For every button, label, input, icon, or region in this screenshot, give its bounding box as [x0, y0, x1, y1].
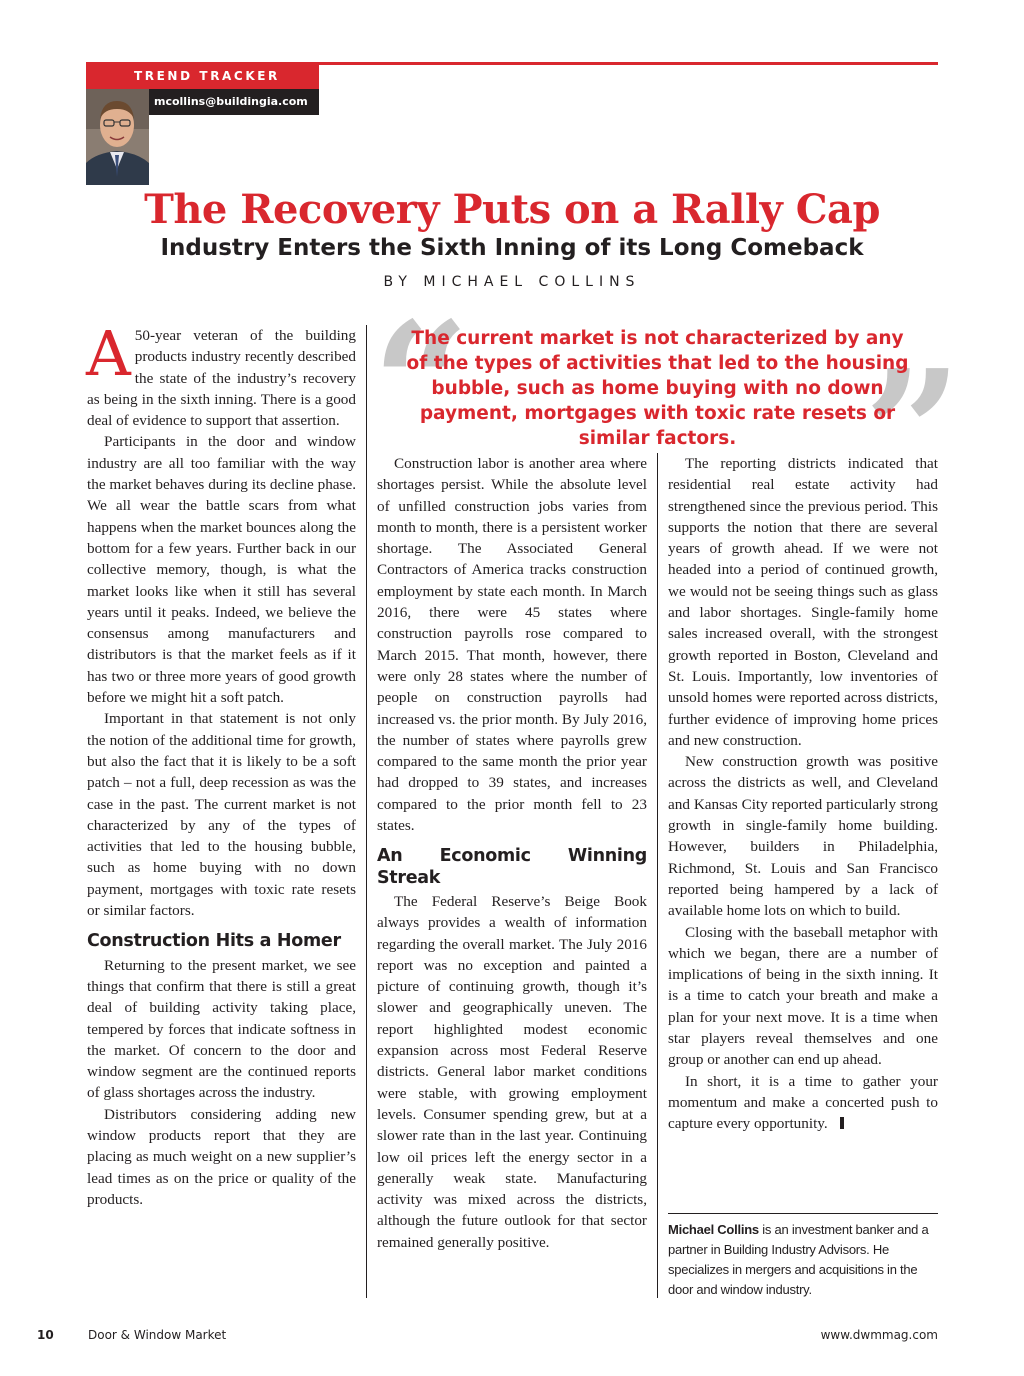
column-divider — [366, 325, 367, 1298]
author-bio — [668, 1220, 940, 1300]
byline: BY MICHAEL COLLINS — [383, 274, 641, 290]
page-number: 10 — [37, 1328, 54, 1342]
bio-name: Michael Collins — [668, 1222, 759, 1237]
article-title: The Recovery Puts on a Rally Cap — [144, 186, 880, 233]
paragraph: The Federal Reserve’s Beige Book always provides a wealth of information regarding the overall market. The July 2016 report was no exception and painted a picture of continuing growth, though it’s slower and geographically uneven. The report highlighted modest economic expansion across most Federal Reserve districts. General labor market conditions were stable, with growing employment levels. Consumer spending grew, but at a slower rate than in the last year. Continuing low oil prices left the energy sector in a generally weak state. Manufacturing activity was mixed across the districts, although the future outlook for that sector remained generally positive. — [377, 892, 647, 1251]
paragraph: The reporting districts indicated that residential real estate activity had strengthened since the previous period. This supports the notion that there are several years of growth ahead. If we were not headed into a period of continued growth, we would not be seeing things such as glass and labor shortages. Single-family home sales increased overall, with the strongest growth reported in Boston, Cleveland and St. Louis. Importantly, low inventories of unsold homes were reported across districts, further evidence of improving home prices and new construction. — [668, 455, 938, 749]
open-quote-icon: “ — [372, 285, 470, 485]
paragraph: Returning to the present market, we see things that confirm that there is still a great deal of building activity taking place, tempered by forces that indicate softness in the market. Of concern to the door and window segment are the continued reports of glass shortages across the industry. — [87, 956, 356, 1102]
section-heading: Construction Hits a Homer — [87, 931, 341, 952]
bio-rule — [668, 1213, 938, 1214]
paragraph: Distributors considering adding new window products report that they are placing as much weight on a new supplier’s lead times as on the price or quality of the products. — [87, 1105, 356, 1208]
author-email[interactable]: mcollins@buildingia.com — [154, 95, 308, 108]
paragraph: New construction growth was positive across the districts as well, and Cleveland and Kansas City reported particularly strong growth in single-family home building. However, builders in Philadelphia, Richmond, St. Louis and San Francisco reported being hampered by a lack of available home lots on which to build. — [668, 753, 938, 920]
paragraph: A 50-year veteran of the building products industry recently described the state of the industry’s recovery as being in the sixth inning. There is a good deal of evidence to support that assertion. — [86, 317, 356, 430]
column-divider — [657, 453, 658, 1298]
paragraph: Important in that statement is not only the notion of the additional time for growth, but also the fact that it is likely to be a soft patch – not a full, deep recession as was the case in the past. The current market is not characterized by any of the types of activities that led to the housing bubble, such as home buying with no down payment, mortgages with toxic rate resets or similar factors. — [87, 710, 356, 920]
drop-cap: A — [86, 317, 131, 390]
article-subtitle: Industry Enters the Sixth Inning of its Long Comeback — [160, 235, 864, 261]
header-rule — [319, 62, 938, 65]
magazine-name: Door & Window Market — [88, 1328, 227, 1342]
section-label: TREND TRACKER — [134, 69, 280, 83]
paragraph: Construction labor is another area where shortages persist. While the absolute level of unfilled construction jobs varies from month to month, there is a persistent worker shortage. The Associated General Contractors of America tracks construction employment by state each month. In March 2016, there were 45 states where construction payrolls rose compared to March 2015. That month, however, there were only 28 states where the number of people on construction payrolls had increased vs. the prior month. By July 2016, the number of states where payrolls grew compared to the same month the prior year had dropped to 39 states, and increases compared to the prior month fell to 23 states. — [377, 455, 647, 835]
pull-quote: The current market is not characterized by any of the types of activities that led to the housing bubble, such as home buying with no down payment, mortgages with toxic rate resets or similar factors. — [406, 328, 909, 449]
section-heading: An Economic Winning Streak — [377, 846, 647, 888]
column-2 — [377, 453, 647, 1253]
paragraph: Participants in the door and window industry are all too familiar with the way the market behaves during its decline phase. We all wear the battle scars from what happens when the market bounces along the bottom for a few years. Further back in our collective memory, though, is what the market looks like when it still has several years until it peaks. Indeed, we believe the consensus among manufacturers and distributors is that the market feels as if it has two or three more years of good growth before we might hit a soft patch. — [87, 433, 356, 707]
website-link[interactable]: www.dwmmag.com — [820, 1328, 938, 1342]
paragraph: In short, it is a time to gather your momentum and make a concerted push to capture every opportunity. — [668, 1072, 938, 1133]
column-3 — [668, 453, 938, 1135]
column-1 — [86, 317, 356, 1210]
end-mark-icon — [840, 1117, 844, 1129]
close-quote-icon: ” — [864, 333, 962, 533]
paragraph: Closing with the baseball metaphor with which we began, there are a number of implications of being in the sixth inning. It is a time to catch your breath and make a plan for your next move. It is a time when star players reveal themselves and one group or another can end up ahead. — [668, 923, 938, 1069]
bio-text: is an investment banker and a partner in Building Industry Advisors. He specializes in mergers and acquisitions in the door and window industry. — [668, 1222, 929, 1297]
author-photo — [86, 89, 149, 185]
